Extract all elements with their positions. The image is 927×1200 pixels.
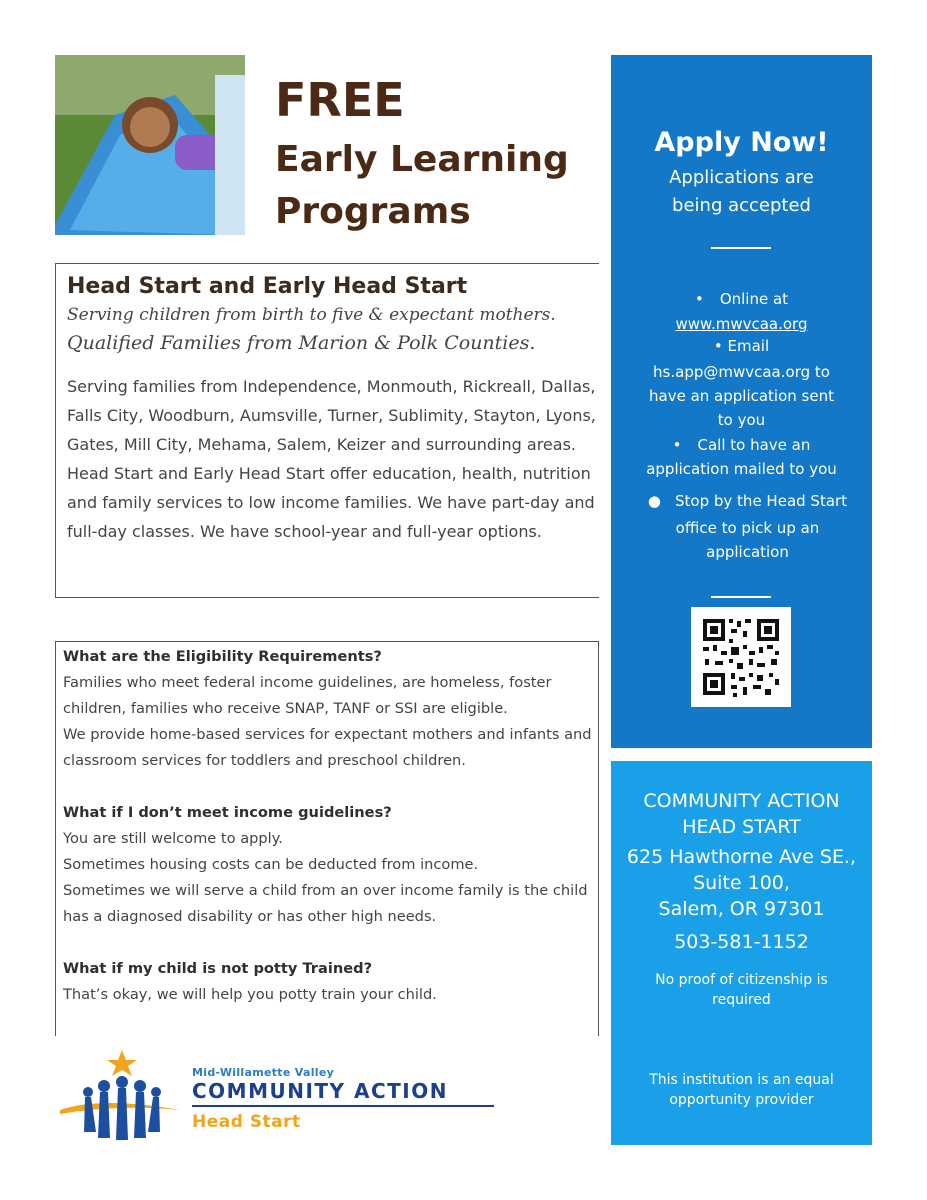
head-start-tagline: Serving children from birth to five & expectant mothers. [67, 305, 556, 325]
qr-code-icon[interactable] [691, 607, 791, 707]
email-address[interactable]: hs.app@mwvcaa.org to [653, 363, 830, 381]
logo-program: Head Start [192, 1112, 301, 1132]
people-star-icon [60, 1048, 190, 1148]
address-line1: 625 Hawthorne Ave SE., [626, 846, 857, 868]
eligibility-services: We provide home-based services for expectant mothers and infants and classroom services for toddlers and preschool children. [63, 726, 592, 769]
email-text-3: to you [717, 411, 766, 429]
bullet-icon: ● [647, 492, 662, 510]
apply-stop-item [611, 489, 872, 513]
head-start-services: Head Start and Early Head Start offer education, health, nutrition and family services to low income families. We have part-day and full-day classes. We have school-year and full-year options. [67, 464, 595, 541]
address-line3: Salem, OR 97301 [658, 898, 825, 920]
head-start-section [55, 263, 599, 598]
apply-call-text-2: application mailed to you [646, 460, 837, 478]
eligibility-question: What are the Eligibility Requirements? [63, 648, 382, 665]
income-answer-3: Sometimes we will serve a child from an over income family is the child has a diagnosed disability or has other high needs. [63, 882, 588, 925]
apply-email-label: • Email [713, 337, 770, 355]
citizenship-note: No proof of citizenship is required [655, 972, 828, 1008]
head-start-title: Head Start and Early Head Start [67, 274, 468, 299]
community-action-logo [60, 1048, 500, 1148]
equal-opportunity-note: This institution is an equal opportunity provider [649, 1072, 834, 1108]
divider [711, 596, 771, 598]
headline-line2: Programs [275, 191, 471, 232]
apply-now-panel [611, 55, 872, 748]
bullet-icon: • [694, 290, 704, 308]
headline [275, 72, 569, 238]
apply-online-label: Online at [719, 290, 789, 308]
apply-subtitle-line1: Applications are [669, 167, 814, 188]
headline-free: FREE [275, 73, 405, 127]
apply-stop-text-3: application [706, 543, 789, 561]
address-line2: Suite 100, [693, 872, 790, 894]
potty-answer: That’s okay, we will help you potty train your child. [63, 986, 437, 1003]
apply-title: Apply Now! [654, 127, 829, 158]
eligibility-section [55, 641, 599, 1036]
logo-divider [192, 1105, 494, 1107]
income-question: What if I don’t meet income guidelines? [63, 804, 392, 821]
potty-question: What if my child is not potty Trained? [63, 960, 373, 977]
headline-line1: Early Learning [275, 139, 569, 180]
org-name-line1: COMMUNITY ACTION [643, 790, 840, 812]
head-start-areas: Serving families from Independence, Monmouth, Rickreall, Dallas, Falls City, Woodburn, Aumsville, Turner, Sublimity, Stayton, Lyons, Gates, Mill City, Mehama, Salem, Keizer and surrounding areas. [67, 377, 596, 454]
email-text-2: have an application sent [649, 387, 834, 405]
apply-subtitle [611, 164, 872, 220]
apply-stop-text-2: office to pick up an [675, 519, 820, 537]
head-start-counties: Qualified Families from Marion & Polk Counties. [67, 332, 536, 354]
child-slide-photo [55, 55, 245, 235]
income-answer-2: Sometimes housing costs can be deducted from income. [63, 856, 479, 873]
apply-call-text-1: Call to have an [697, 436, 811, 454]
apply-subtitle-line2: being accepted [672, 195, 811, 216]
bullet-icon: • [672, 436, 682, 454]
logo-org: COMMUNITY ACTION [192, 1079, 448, 1103]
address [611, 844, 872, 922]
income-answer-1: You are still welcome to apply. [63, 830, 283, 847]
divider [711, 247, 771, 249]
apply-online-item [611, 287, 872, 311]
contact-panel [611, 761, 872, 1145]
eligibility-answer: Families who meet federal income guidelines, are homeless, foster children, families who receive SNAP, TANF or SSI are eligible. [63, 674, 552, 717]
phone-number[interactable]: 503-581-1152 [674, 931, 809, 953]
org-name [611, 788, 872, 840]
website-link[interactable]: www.mwvcaa.org [675, 315, 808, 333]
org-name-line2: HEAD START [682, 816, 801, 838]
logo-region: Mid-Willamette Valley [192, 1066, 335, 1079]
apply-stop-text-1: Stop by the Head Start [675, 492, 848, 510]
apply-call-item [611, 433, 872, 457]
